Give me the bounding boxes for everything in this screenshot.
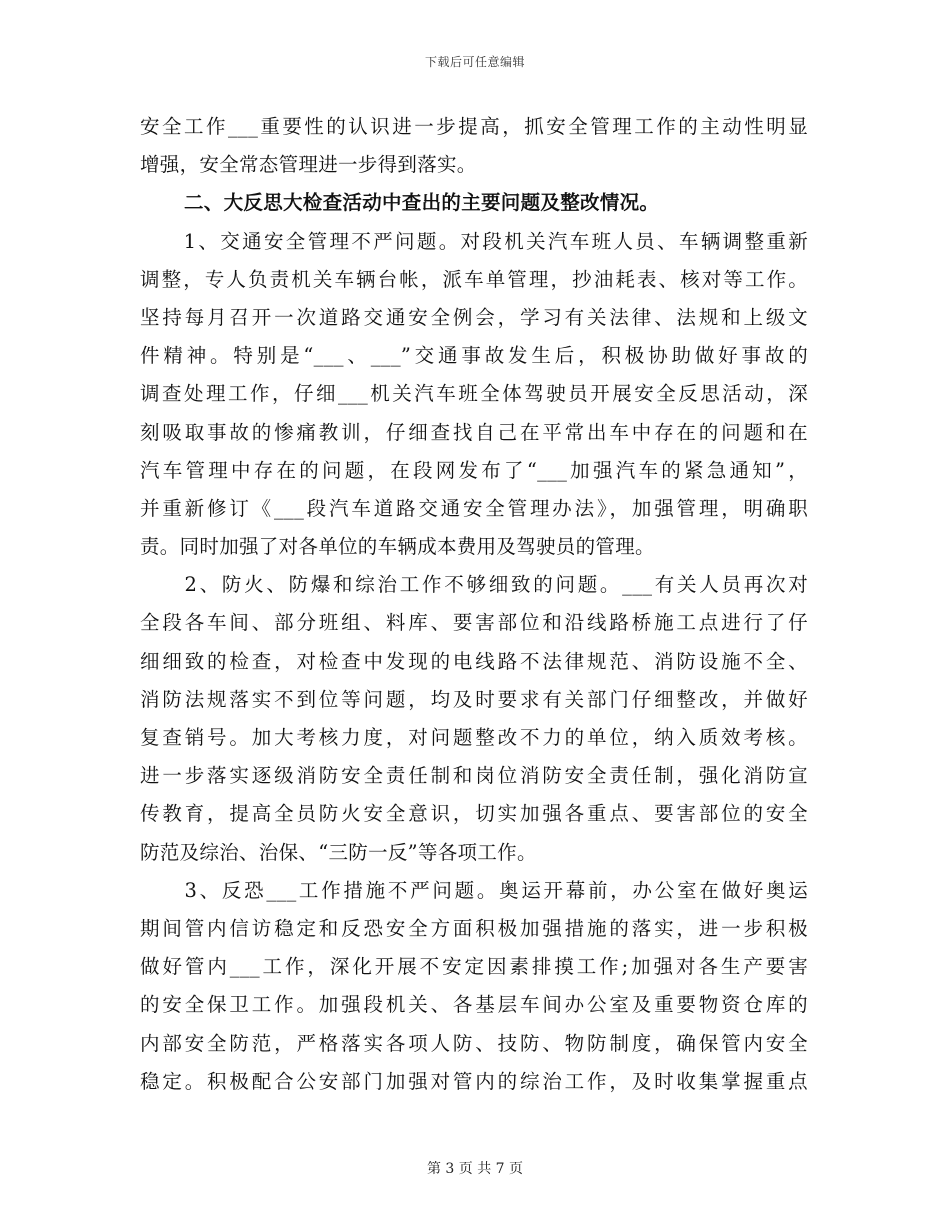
text-line: 件精神。特别是“___、___”交通事故发生后，积极协助做好事故的 [140,344,808,368]
text-line: 全段各车间、部分班组、料库、要害部位和沿线路桥施工点进行了仔 [140,611,808,635]
document-body [140,108,808,1101]
text-line: 增强，安全常态管理进一步得到落实。 [140,153,477,177]
text-line: 责。同时加强了对各单位的车辆成本费用及驾驶员的管理。 [140,535,655,559]
text-line: 3、反恐___工作措施不严问题。奥运开幕前，办公室在做好奥运 [140,878,808,902]
page-header-note: 下载后可任意编辑 [424,55,525,69]
section-heading: 二、大反思大检查活动中查出的主要问题及整改情况。 [184,191,660,215]
text-line: 调整，专人负责机关车辆台帐，派车单管理，抄油耗表、核对等工作。 [140,267,808,291]
text-line: 防范及综治、治保、“三防一反”等各项工作。 [140,840,537,864]
text-line: 进一步落实逐级消防安全责任制和岗位消防安全责任制，强化消防宣 [140,764,808,788]
text-line: 期间管内信访稳定和反恐安全方面积极加强措施的落实，进一步积极 [140,916,808,940]
text-line: 并重新修订《___段汽车道路交通安全管理办法》，加强管理，明确职 [140,496,808,520]
text-line: 传教育，提高全员防火安全意识，切实加强各重点、要害部位的安全 [140,802,808,826]
text-line: 细细致的检查，对检查中发现的电线路不法律规范、消防设施不全、 [140,649,808,673]
text-line: 消防法规落实不到位等问题，均及时要求有关部门仔细整改，并做好 [140,687,808,711]
text-line: 坚持每月召开一次道路交通安全例会，学习有关法律、法规和上级文 [140,305,808,329]
text-line: 汽车管理中存在的问题，在段网发布了“___加强汽车的紧急通知”， [140,458,808,482]
text-line: 做好管内___工作，深化开展不安定因素排摸工作;加强对各生产要害 [140,955,808,979]
page-number: 第 3 页 共 7 页 [426,1161,524,1177]
text-line: 稳定。积极配合公安部门加强对管内的综治工作，及时收集掌握重点 [140,1069,808,1093]
text-line: 的安全保卫工作。加强段机关、各基层车间办公室及重要物资仓库的 [140,993,808,1017]
text-line: 2、防火、防爆和综治工作不够细致的问题。___有关人员再次对 [140,573,808,597]
text-line: 刻吸取事故的惨痛教训，仔细查找自己在平常出车中存在的问题和在 [140,420,808,444]
text-line: 内部安全防范，严格落实各项人防、技防、物防制度，确保管内安全 [140,1031,808,1055]
text-line: 1、交通安全管理不严问题。对段机关汽车班人员、车辆调整重新 [140,229,808,253]
text-line: 安全工作___重要性的认识进一步提高，抓安全管理工作的主动性明显 [140,115,808,138]
text-line: 调查处理工作，仔细___机关汽车班全体驾驶员开展安全反思活动，深 [140,382,808,406]
text-line: 复查销号。加大考核力度，对问题整改不力的单位，纳入质效考核。 [140,726,808,749]
